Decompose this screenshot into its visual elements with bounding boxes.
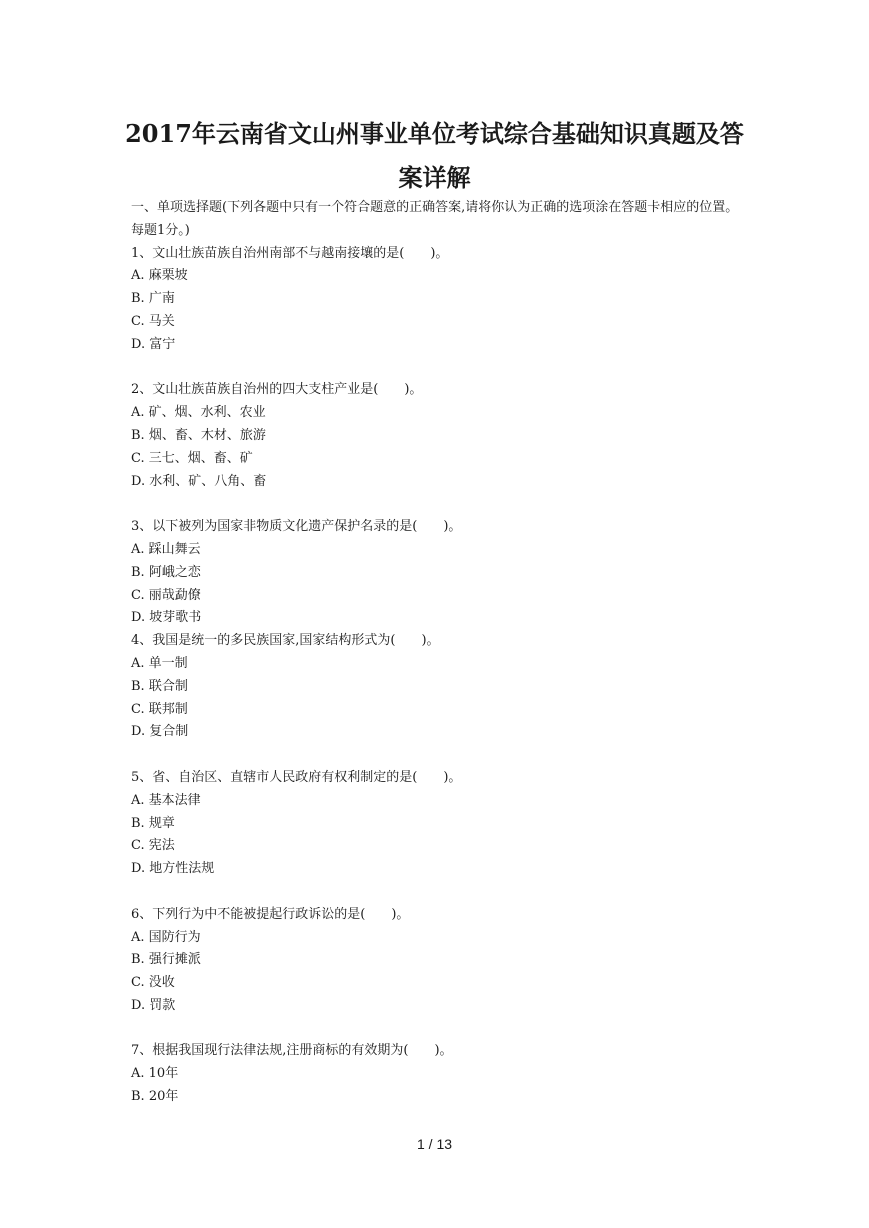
question-stem: 3、以下被列为国家非物质文化遗产保护名录的是( )。 [131, 519, 462, 535]
answer-option: D. 复合制 [131, 724, 189, 740]
document-title-line-2: 案详解 [398, 163, 471, 192]
question-stem: 6、下列行为中不能被提起行政诉讼的是( )。 [131, 906, 410, 922]
paragraph-gap [131, 1018, 751, 1041]
answer-option: A. 基本法律 [131, 792, 201, 808]
answer-option: C. 马关 [131, 313, 175, 329]
question-stem: 4、我国是统一的多民族国家,国家结构形式为( )。 [131, 633, 440, 649]
answer-option: D. 罚款 [131, 997, 176, 1013]
answer-option: D. 富宁 [131, 336, 176, 352]
section-intro: 一、单项选择题(下列各题中只有一个符合题意的正确答案,请将你认为正确的选项涂在答题卡相应的位置。 [131, 200, 739, 215]
answer-option: B. 联合制 [131, 678, 188, 694]
document-body [131, 197, 751, 1109]
question-stem: 5、省、自治区、直辖市人民政府有权利制定的是( )。 [131, 769, 462, 785]
answer-option: B. 烟、畜、木材、旅游 [131, 427, 266, 443]
paragraph-gap [131, 493, 751, 516]
answer-option: B. 规章 [131, 815, 175, 831]
paragraph-gap [131, 357, 751, 380]
answer-option: C. 没收 [131, 975, 175, 991]
answer-option: A. 矿、烟、水利、农业 [131, 405, 266, 421]
answer-option: B. 广南 [131, 291, 175, 307]
document-title-line-1: 2017年云南省文山州事业单位考试综合基础知识真题及答 [125, 119, 744, 148]
answer-option: B. 阿峨之恋 [131, 564, 201, 580]
answer-option: D. 地方性法规 [131, 861, 215, 877]
answer-option: B. 20年 [131, 1089, 179, 1105]
answer-option: A. 踩山舞云 [131, 541, 201, 557]
answer-option: A. 国防行为 [131, 929, 201, 945]
question-stem: 1、文山壮族苗族自治州南部不与越南接壤的是( )。 [131, 245, 449, 261]
section-intro-continued: 每题1分。) [131, 222, 190, 238]
answer-option: D. 坡芽歌书 [131, 610, 202, 626]
answer-option: C. 联邦制 [131, 701, 188, 717]
answer-option: A. 10年 [131, 1066, 179, 1082]
answer-option: A. 单一制 [131, 655, 188, 671]
page-number: 1 / 13 [416, 1136, 453, 1152]
answer-option: B. 强行摊派 [131, 952, 201, 968]
answer-option: C. 三七、烟、畜、矿 [131, 450, 253, 466]
answer-option: D. 水利、矿、八角、畜 [131, 473, 267, 489]
answer-option: A. 麻栗坡 [131, 268, 188, 284]
question-stem: 7、根据我国现行法律法规,注册商标的有效期为( )。 [131, 1043, 453, 1059]
paragraph-gap [131, 744, 751, 767]
answer-option: C. 宪法 [131, 838, 175, 854]
answer-option: C. 丽哉勐僚 [131, 587, 201, 603]
question-stem: 2、文山壮族苗族自治州的四大支柱产业是( )。 [131, 382, 423, 398]
paragraph-gap [131, 881, 751, 904]
